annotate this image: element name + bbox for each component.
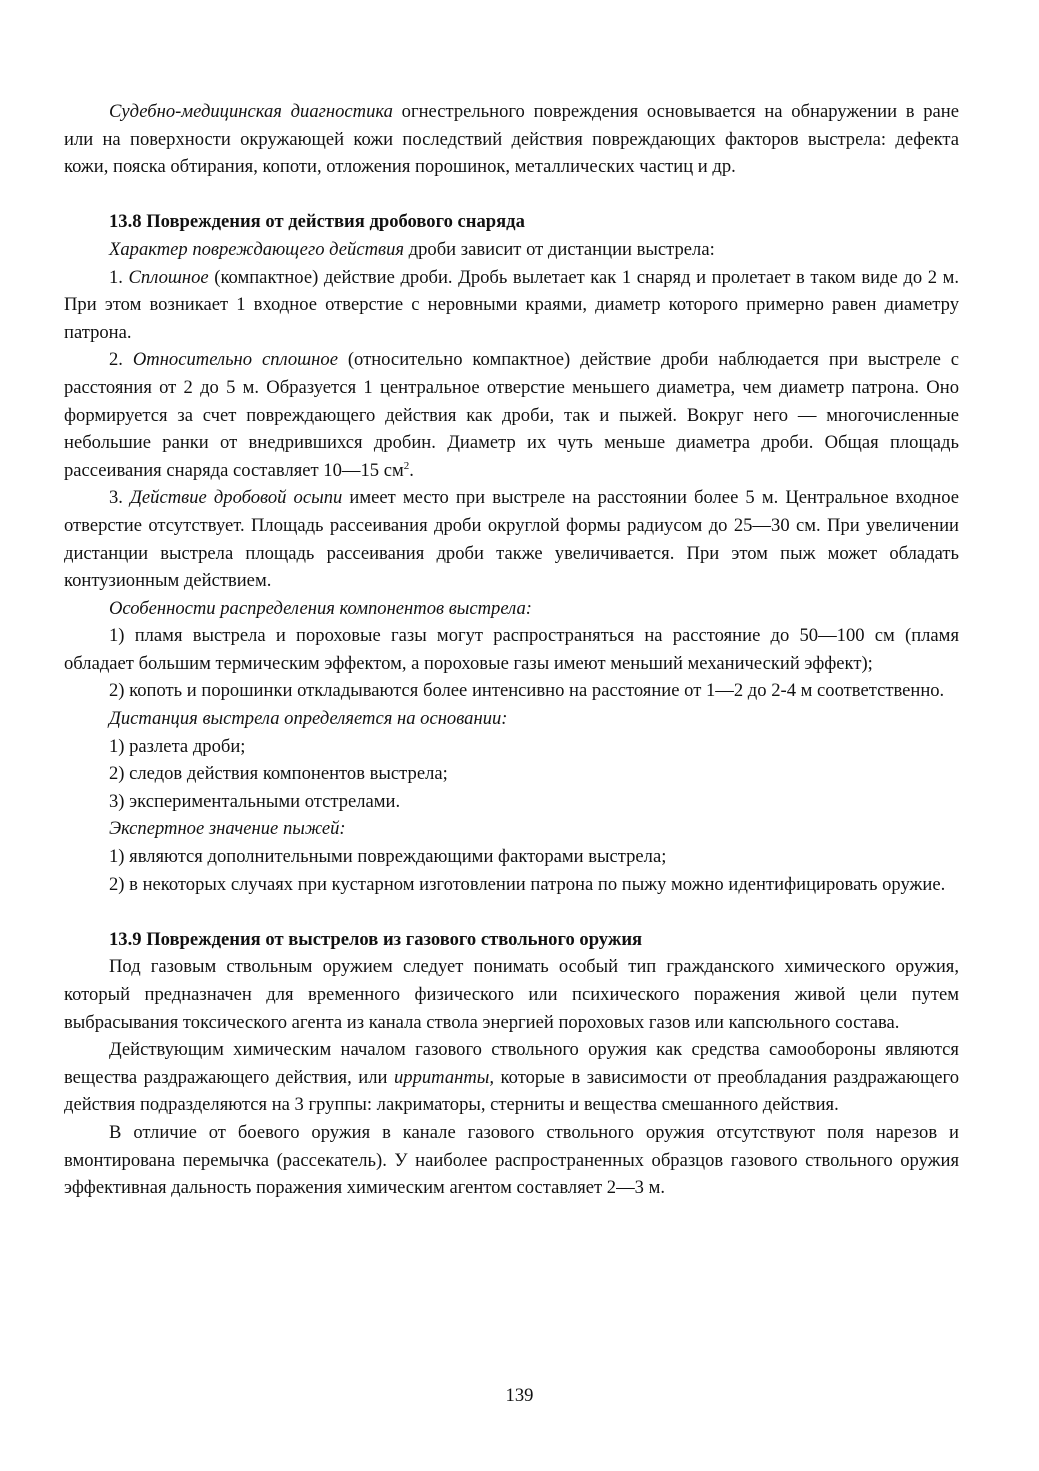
text-run: (компактное) действие дроби. Дробь вылетает как 1 снаряд и пролетает в таком виде до 2 м. При этом возникает 1 входное отверстие с неровными краями, диаметр которого примерно равен диаметру патрона. <box>64 266 960 343</box>
paragraph <box>64 98 959 181</box>
text-run: В отличие от боевого оружия в канале газового ствольного оружия отсутствуют поля нарезов и вмонтирована перемычка (рассекатель). У наиболее распространенных образцов газового ствольного оружия эффективная дальность поражения химическим агентом составляет 2—3 м. <box>64 1121 959 1199</box>
paragraph <box>64 1036 959 1119</box>
paragraph <box>64 843 959 871</box>
italic-text: Экспертное значение пыжей: <box>109 818 346 840</box>
paragraph <box>64 1119 959 1202</box>
italic-text: Относительно сплошное <box>132 349 338 371</box>
paragraph <box>64 264 959 347</box>
paragraph <box>64 733 959 761</box>
paragraph <box>64 815 959 843</box>
text-run: дроби зависит от дистанции выстрела: <box>404 238 715 260</box>
italic-text: Характер повреждающего действия <box>109 238 405 260</box>
italic-text: Действие дробовой осыпи <box>130 487 343 509</box>
italic-text: Судебно-медицинская диагностика <box>109 101 393 122</box>
text-run: 3) экспериментальными отстрелами. <box>109 790 401 812</box>
text-run: 1) пламя выстрела и пороховые газы могут распространяться на расстояние до 50—100 см (пламя обладает большим термическим эффектом, а пороховые газы имеют меньший механический эффект); <box>64 625 959 674</box>
text-run: 2) следов действия компонентов выстрела; <box>109 763 448 785</box>
italic-text: Особенности распределения компонентов выстрела: <box>109 597 532 619</box>
section-heading: 13.8 Повреждения от действия дробового снаряда <box>109 211 525 233</box>
paragraph <box>64 705 959 733</box>
italic-text: Дистанция выстрела определяется на основании: <box>109 708 508 730</box>
text-run: Действующим химическим началом газового ствольного оружия как средства самообороны являются вещества раздражающего действия, или <box>64 1039 959 1088</box>
text-run: 2) копоть и порошинки откладываются более интенсивно на расстояние от 1—2 до 2-4 м соответственно. <box>109 680 945 702</box>
page-number: 139 <box>505 1385 534 1406</box>
text-run: 1. <box>109 266 129 288</box>
paragraph <box>64 622 959 677</box>
text-run: Под газовым ствольным оружием следует понимать особый тип гражданского химического оружия, который предназначен для временного физического или психического поражения живой цели путем выбрасывания токсического агента из канала ствола энергией пороховых газов или капсюльного состава. <box>64 956 959 1033</box>
section-gap <box>64 898 959 926</box>
superscript: 2 <box>403 459 410 472</box>
text-run: (относительно компактное) действие дроби наблюдается при выстреле с расстояния от 2 до 5 м. Образуется 1 центральное отверстие меньшего диаметра, чем диаметр патрона. Оно формируется за счет повреждающего действия как дроби, так и пыжей. Вокруг него — многочисленные небольшие ранки от внедрившихся дробин. Диаметр их чуть меньше диаметра дроби. Общая площадь рассеивания снаряда составляет 10—15 см <box>64 349 960 481</box>
document-body <box>64 98 959 1202</box>
paragraph <box>64 595 959 623</box>
paragraph <box>64 953 959 1036</box>
text-run: 2) в некоторых случаях при кустарном изготовлении патрона по пыжу можно идентифицировать оружие. <box>109 873 946 895</box>
paragraph <box>64 484 959 594</box>
text-run: . <box>409 459 414 481</box>
text-run: имеет место при выстреле на расстоянии более 5 м. Центральное входное отверстие отсутствует. Площадь рассеивания дроби округлой формы радиусом до 25—30 см. При увеличении дистанции выстрела площадь рассеивания дроби также увеличивается. При этом пыж может обладать контузионным действием. <box>64 487 959 592</box>
italic-text: Сплошное <box>128 266 209 288</box>
paragraph <box>64 346 959 484</box>
paragraph <box>64 677 959 705</box>
paragraph <box>64 236 959 264</box>
text-run: которые в зависимости от преобладания раздражающего действия подразделяются на 3 группы: лакриматоры, стерниты и вещества смешанного действия. <box>64 1066 959 1116</box>
section-gap <box>64 181 959 209</box>
section-heading: 13.9 Повреждения от выстрелов из газового ствольного оружия <box>109 928 643 950</box>
text-run: 2. <box>109 349 133 371</box>
text-run: огнестрельного повреждения основывается на обнаружении в ране или на поверхности окружающей кожи последствий действия повреждающих факторов выстрела: дефекта кожи, пояска обтирания, копоти, отложения порошинок, металлических частиц и др. <box>64 101 960 178</box>
text-run: 1) разлета дроби; <box>109 735 246 757</box>
text-run: 3. <box>109 487 131 509</box>
text-run: 1) являются дополнительными повреждающими факторами выстрела; <box>109 846 667 868</box>
paragraph <box>64 788 959 816</box>
paragraph <box>64 871 959 899</box>
italic-text: ирританты, <box>393 1066 495 1088</box>
paragraph <box>64 760 959 788</box>
